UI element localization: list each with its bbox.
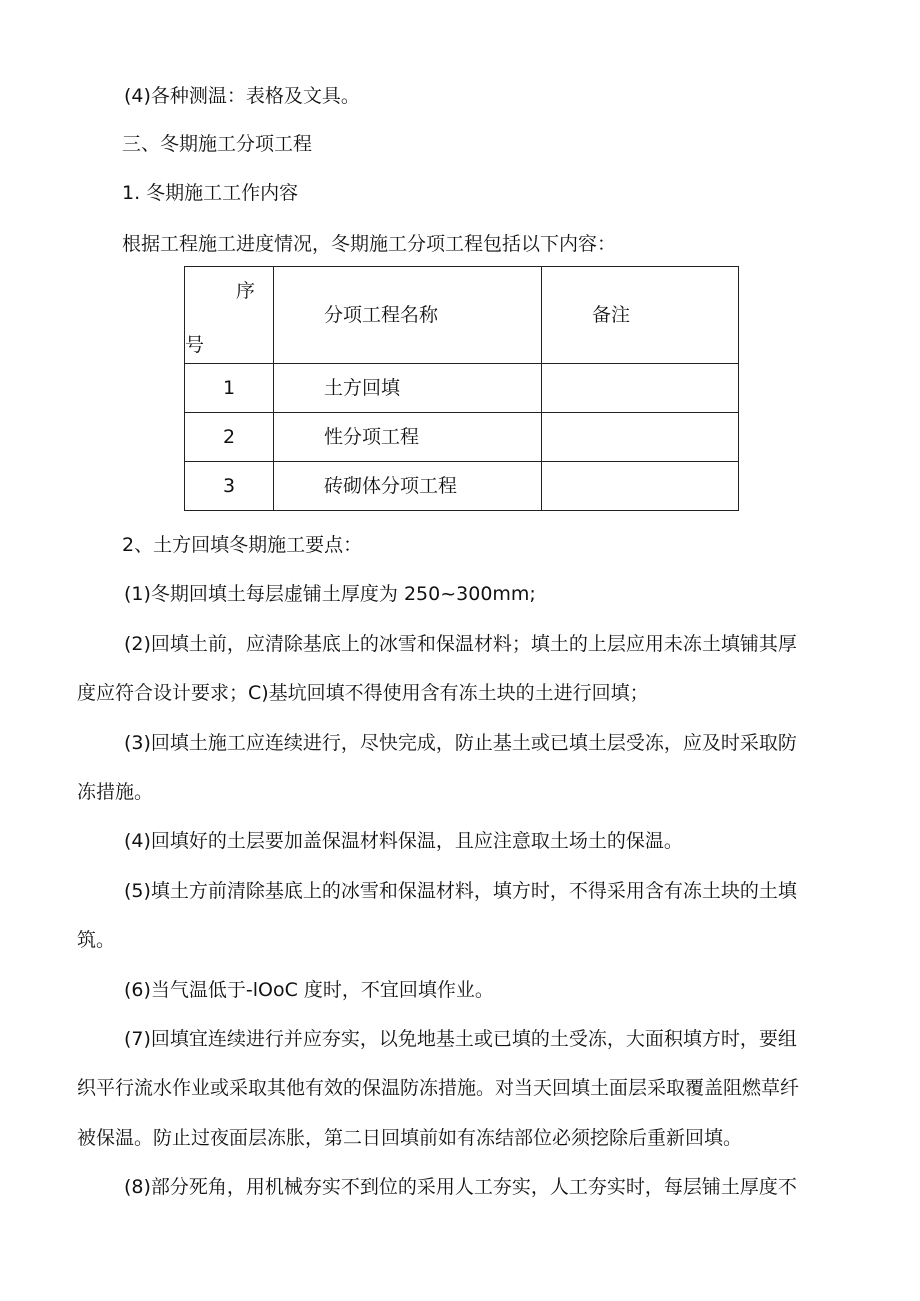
paragraph-line: 被保温。防止过夜面层冻胀，第二日回填前如有冻结部位必须挖除后重新回填。 <box>77 1127 743 1149</box>
section-heading-winter-subitems: 三、冬期施工分项工程 <box>122 133 313 155</box>
paragraph-line: (5)填土方前清除基底上的冰雪和保温材料，填方时，不得采用含有冻土块的土填 <box>124 880 797 902</box>
paragraph-line: 度应符合设计要求；C)基坑回填不得使用含有冻土块的土进行回填； <box>77 682 649 704</box>
row-name: 性分项工程 <box>274 413 542 462</box>
paragraph-line: 织平行流水作业或采取其他有效的保温防冻措施。对当天回填土面层采取覆盖阻燃草纤 <box>77 1077 800 1099</box>
header-seq-bottom: 号 <box>185 334 205 356</box>
paragraph-line: (4)回填好的土层要加盖保温材料保温，且应注意取土场土的保温。 <box>124 830 683 852</box>
subheading-work-content: 1. 冬期施工工作内容 <box>122 182 299 204</box>
row-note <box>542 462 739 511</box>
row-name: 砖砌体分项工程 <box>274 462 542 511</box>
header-note-cell: 备注 <box>542 267 739 364</box>
table-row <box>185 462 739 511</box>
paragraph-line: 筑。 <box>77 929 116 951</box>
list-item-measure-tools: (4)各种测温：表格及文具。 <box>124 85 360 107</box>
paragraph-line: (2)回填土前，应清除基底上的冰雪和保温材料；填土的上层应用未冻土填铺其厚 <box>124 633 797 655</box>
row-note <box>542 413 739 462</box>
paragraph-line: (1)冬期回填土每层虚铺土厚度为 250~300mm; <box>124 583 536 605</box>
paragraph-line: (3)回填土施工应连续进行，尽快完成，防止基土或已填土层受冻，应及时采取防 <box>124 732 797 754</box>
row-num: 1 <box>185 364 274 413</box>
subheading-backfill-points: 2、土方回填冬期施工要点： <box>122 534 363 556</box>
table-header-row <box>185 267 739 364</box>
subitem-table <box>184 266 739 511</box>
paragraph-line: 冻措施。 <box>77 781 154 803</box>
row-num: 2 <box>185 413 274 462</box>
header-seq-top: 序 <box>235 280 255 302</box>
row-note <box>542 364 739 413</box>
header-name-cell: 分项工程名称 <box>274 267 542 364</box>
row-num: 3 <box>185 462 274 511</box>
table-row <box>185 364 739 413</box>
table-row <box>185 413 739 462</box>
row-name: 土方回填 <box>274 364 542 413</box>
paragraph-line: (6)当气温低于-lOoC 度时，不宜回填作业。 <box>124 979 494 1001</box>
intro-paragraph: 根据工程施工进度情况，冬期施工分项工程包括以下内容： <box>122 233 617 255</box>
paragraph-line: (7)回填宜连续进行并应夯实，以免地基土或已填的土受冻，大面积填方时，要组 <box>124 1028 797 1050</box>
header-seq-cell <box>185 267 274 364</box>
paragraph-line: (8)部分死角，用机械夯实不到位的采用人工夯实，人工夯实时，每层铺土厚度不 <box>124 1176 797 1198</box>
